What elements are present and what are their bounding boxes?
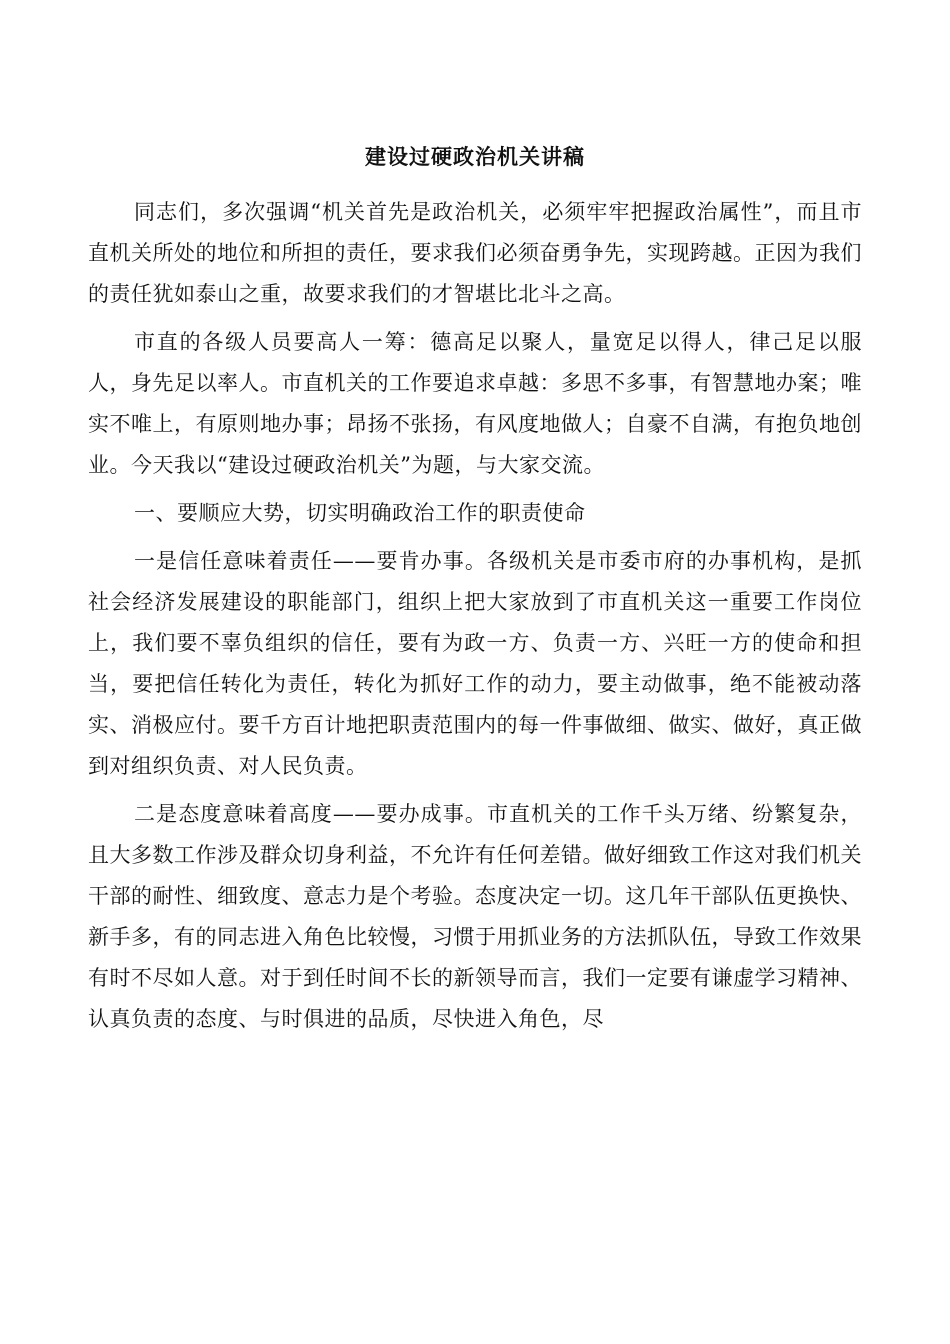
paragraph-requirements: 市直的各级人员要高人一筹：德高足以聚人，量宽足以得人，律己足以服人，身先足以率人。市直机关的工作要追求卓越：多思不多事，有智慧地办案；唯实不唯上，有原则地办事；昂扬不张扬，有风度地做人；自豪不自满，有抱负地创业。今天我以“建设过硬政治机关”为题，与大家交流。 — [88, 330, 862, 477]
paragraph-trust-responsibility: 一是信任意味着责任——要肯办事。各级机关是市委市府的办事机构，是抓社会经济发展建设的职能部门，组织上把大家放到了市直机关这一重要工作岗位上，我们要不辜负组织的信任，要有为政一方、负责一方、兴旺一方的使命和担当，要把信任转化为责任，转化为抓好工作的动力，要主动做事，绝不能被动落实、消极应付。要千方百计地把职责范围内的每一件事做细、做实、做好，真正做到对组织负责、对人民负责。 — [88, 549, 862, 778]
paragraph-intro: 同志们，多次强调“机关首先是政治机关，必须牢牢把握政治属性”，而且市直机关所处的地位和所担的责任，要求我们必须奋勇争先，实现跨越。正因为我们的责任犹如泰山之重，故要求我们的才智堪比北斗之高。 — [88, 200, 862, 306]
document-title: 建设过硬政治机关讲稿 — [365, 144, 585, 169]
section-heading-one: 一、要顺应大势，切实明确政治工作的职责使命 — [134, 501, 586, 525]
paragraph-attitude-height: 二是态度意味着高度——要办成事。市直机关的工作千头万绪、纷繁复杂，且大多数工作涉及群众切身利益，不允许有任何差错。做好细致工作这对我们机关干部的耐性、细致度、意志力是个考验。态度决定一切。这几年干部队伍更换快、新手多，有的同志进入角色比较慢，习惯于用抓业务的方法抓队伍，导致工作效果有时不尽如人意。对于到任时间不长的新领导而言，我们一定要有谦虚学习精神、认真负责的态度、与时俱进的品质，尽快进入角色，尽 — [88, 802, 862, 1031]
document-body — [88, 192, 862, 1040]
